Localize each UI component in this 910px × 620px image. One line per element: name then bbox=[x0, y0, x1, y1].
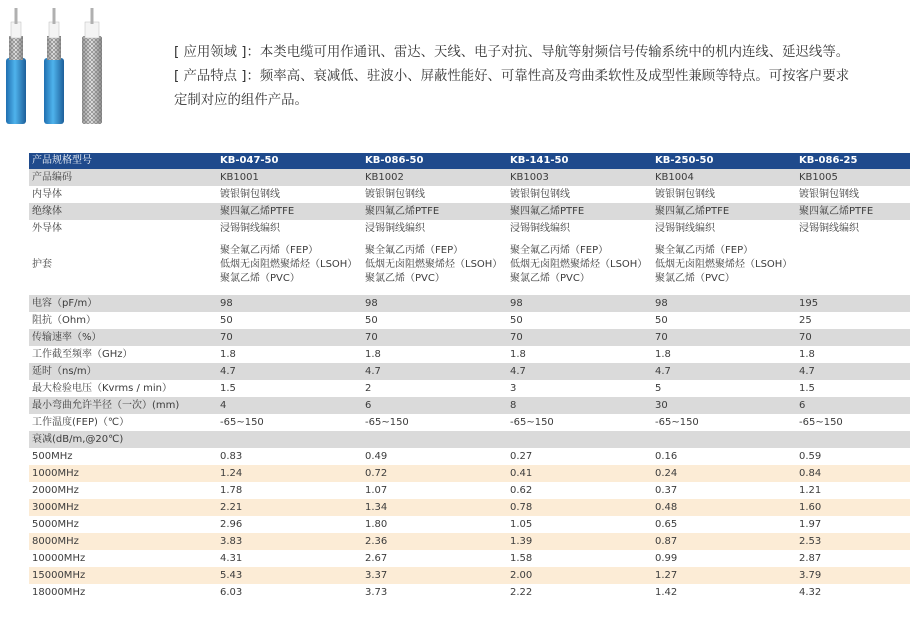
row-value: 70 bbox=[362, 329, 507, 346]
attenuation-row bbox=[29, 567, 910, 584]
row-label: 外导体 bbox=[29, 220, 217, 237]
row-value: 50 bbox=[362, 312, 507, 329]
row-value: KB1002 bbox=[362, 169, 507, 186]
spec-table bbox=[29, 153, 910, 601]
row-value: 浸锡铜线编织 bbox=[217, 220, 362, 237]
frequency-label: 10000MHz bbox=[29, 550, 217, 567]
attenuation-value: 3.73 bbox=[362, 584, 507, 601]
attenuation-value: 2.87 bbox=[796, 550, 910, 567]
row-value: 1.5 bbox=[217, 380, 362, 397]
frequency-label: 18000MHz bbox=[29, 584, 217, 601]
attenuation-value: 5.43 bbox=[217, 567, 362, 584]
row-label: 产品编码 bbox=[29, 169, 217, 186]
row-value: 4 bbox=[217, 397, 362, 414]
attenuation-row bbox=[29, 448, 910, 465]
attenuation-row bbox=[29, 533, 910, 550]
attenuation-value: 1.39 bbox=[507, 533, 652, 550]
table-row bbox=[29, 203, 910, 220]
jacket-material-line: 低烟无卤阻燃聚烯烃（LSOH） bbox=[655, 259, 793, 270]
row-label: 工作截至频率（GHz） bbox=[29, 346, 217, 363]
row-value: 50 bbox=[507, 312, 652, 329]
row-value: 195 bbox=[796, 295, 910, 312]
attenuation-value: 1.58 bbox=[507, 550, 652, 567]
attenuation-value: 0.99 bbox=[652, 550, 796, 567]
frequency-label: 2000MHz bbox=[29, 482, 217, 499]
row-value: -65~150 bbox=[217, 414, 362, 431]
spec-table-body bbox=[29, 153, 910, 601]
row-value: 4.7 bbox=[217, 363, 362, 380]
attenuation-label: 衰减(dB/m,@20℃) bbox=[29, 431, 217, 448]
row-value: 98 bbox=[362, 295, 507, 312]
row-value: 6 bbox=[796, 397, 910, 414]
row-value: 50 bbox=[217, 312, 362, 329]
empty-cell bbox=[362, 431, 507, 448]
features-tag: [ 产品特点 ] bbox=[174, 69, 247, 84]
row-label: 护套 bbox=[29, 237, 217, 293]
attenuation-value: 1.78 bbox=[217, 482, 362, 499]
attenuation-header-row bbox=[29, 431, 910, 448]
attenuation-value: 2.96 bbox=[217, 516, 362, 533]
row-value: 1.8 bbox=[652, 346, 796, 363]
attenuation-value: 3.79 bbox=[796, 567, 910, 584]
attenuation-value: 0.87 bbox=[652, 533, 796, 550]
attenuation-value: 2.53 bbox=[796, 533, 910, 550]
row-label: 最小弯曲允许半径（一次）(mm) bbox=[29, 397, 217, 414]
jacket-materials bbox=[507, 237, 652, 293]
jacket-material-line: 低烟无卤阻燃聚烯烃（LSOH） bbox=[510, 259, 648, 270]
jacket-materials bbox=[217, 237, 362, 293]
attenuation-value: 0.48 bbox=[652, 499, 796, 516]
cable-3 bbox=[82, 8, 102, 124]
row-value: 镀银铜包钢线 bbox=[796, 186, 910, 203]
attenuation-value: 3.37 bbox=[362, 567, 507, 584]
row-value: 70 bbox=[217, 329, 362, 346]
table-row bbox=[29, 169, 910, 186]
attenuation-value: 6.03 bbox=[217, 584, 362, 601]
attenuation-value: 0.27 bbox=[507, 448, 652, 465]
row-value: 4.7 bbox=[507, 363, 652, 380]
row-value: 浸锡铜线编织 bbox=[796, 220, 910, 237]
row-value: 70 bbox=[796, 329, 910, 346]
attenuation-value: 2.21 bbox=[217, 499, 362, 516]
jacket-materials bbox=[796, 237, 910, 293]
empty-cell bbox=[507, 431, 652, 448]
row-value: 浸锡铜线编织 bbox=[362, 220, 507, 237]
row-value: 98 bbox=[652, 295, 796, 312]
row-value: 98 bbox=[217, 295, 362, 312]
model-name: KB-086-25 bbox=[796, 153, 910, 169]
frequency-label: 15000MHz bbox=[29, 567, 217, 584]
attenuation-value: 1.24 bbox=[217, 465, 362, 482]
application-text: ：本类电缆可用作通讯、雷达、天线、电子对抗、导航等射频信号传输系统中的机内连线、延迟线等。 bbox=[246, 45, 850, 60]
jacket-material-line: 聚全氟乙丙烯（FEP） bbox=[510, 245, 609, 256]
frequency-label: 3000MHz bbox=[29, 499, 217, 516]
attenuation-value: 1.27 bbox=[652, 567, 796, 584]
header-label: 产品规格型号 bbox=[29, 153, 217, 169]
row-label: 内导体 bbox=[29, 186, 217, 203]
features-text: ：频率高、衰减低、驻波小、屏蔽性能好、可靠性高及弯曲柔软性及成型性兼顾等特点。可按客户要求 bbox=[246, 69, 850, 84]
table-row bbox=[29, 186, 910, 203]
table-row bbox=[29, 220, 910, 237]
attenuation-value: 1.80 bbox=[362, 516, 507, 533]
row-value: -65~150 bbox=[796, 414, 910, 431]
row-value: KB1005 bbox=[796, 169, 910, 186]
row-value: 聚四氟乙烯PTFE bbox=[217, 203, 362, 220]
row-value: 50 bbox=[652, 312, 796, 329]
frequency-label: 5000MHz bbox=[29, 516, 217, 533]
attenuation-row bbox=[29, 584, 910, 601]
row-value: 1.8 bbox=[507, 346, 652, 363]
features-line bbox=[174, 65, 910, 89]
jacket-material-line: 聚氯乙烯（PVC） bbox=[365, 273, 445, 284]
jacket-material-line: 聚氯乙烯（PVC） bbox=[220, 273, 300, 284]
jacket-materials bbox=[362, 237, 507, 293]
row-value: 1.5 bbox=[796, 380, 910, 397]
row-value: 98 bbox=[507, 295, 652, 312]
intro-text bbox=[174, 41, 910, 113]
attenuation-value: 0.16 bbox=[652, 448, 796, 465]
table-row bbox=[29, 397, 910, 414]
row-value: 聚四氟乙烯PTFE bbox=[796, 203, 910, 220]
attenuation-row bbox=[29, 465, 910, 482]
table-row bbox=[29, 380, 910, 397]
table-row bbox=[29, 295, 910, 312]
row-value: 4.7 bbox=[362, 363, 507, 380]
row-value: -65~150 bbox=[507, 414, 652, 431]
row-value: 4.7 bbox=[796, 363, 910, 380]
row-value: 1.8 bbox=[217, 346, 362, 363]
row-value: 1.8 bbox=[796, 346, 910, 363]
row-value: 70 bbox=[652, 329, 796, 346]
row-label: 绝缘体 bbox=[29, 203, 217, 220]
row-value: 浸锡铜线编织 bbox=[652, 220, 796, 237]
attenuation-value: 1.60 bbox=[796, 499, 910, 516]
row-value: 聚四氟乙烯PTFE bbox=[362, 203, 507, 220]
row-value: KB1003 bbox=[507, 169, 652, 186]
empty-cell bbox=[652, 431, 796, 448]
attenuation-value: 1.42 bbox=[652, 584, 796, 601]
attenuation-value: 0.62 bbox=[507, 482, 652, 499]
row-label: 传输速率（%） bbox=[29, 329, 217, 346]
empty-cell bbox=[217, 431, 362, 448]
frequency-label: 1000MHz bbox=[29, 465, 217, 482]
attenuation-value: 0.72 bbox=[362, 465, 507, 482]
table-row bbox=[29, 312, 910, 329]
row-value: 浸锡铜线编织 bbox=[507, 220, 652, 237]
application-tag: [ 应用领域 ] bbox=[174, 45, 247, 60]
row-value: 6 bbox=[362, 397, 507, 414]
attenuation-value: 0.24 bbox=[652, 465, 796, 482]
empty-cell bbox=[796, 431, 910, 448]
table-row bbox=[29, 329, 910, 346]
attenuation-value: 3.83 bbox=[217, 533, 362, 550]
table-row bbox=[29, 414, 910, 431]
jacket-material-line: 聚氯乙烯（PVC） bbox=[510, 273, 590, 284]
features-line-2 bbox=[174, 89, 910, 113]
jacket-material-line: 聚全氟乙丙烯（FEP） bbox=[365, 245, 464, 256]
row-value: 30 bbox=[652, 397, 796, 414]
features-text-continued: 定制对应的组件产品。 bbox=[174, 93, 308, 108]
jacket-material-line: 低烟无卤阻燃聚烯烃（LSOH） bbox=[220, 259, 358, 270]
row-value: 8 bbox=[507, 397, 652, 414]
table-row bbox=[29, 346, 910, 363]
row-value: 聚四氟乙烯PTFE bbox=[652, 203, 796, 220]
frequency-label: 8000MHz bbox=[29, 533, 217, 550]
frequency-label: 500MHz bbox=[29, 448, 217, 465]
attenuation-value: 0.65 bbox=[652, 516, 796, 533]
row-value: 2 bbox=[362, 380, 507, 397]
attenuation-row bbox=[29, 499, 910, 516]
row-value: 5 bbox=[652, 380, 796, 397]
jacket-material-line: 聚氯乙烯（PVC） bbox=[655, 273, 735, 284]
attenuation-value: 0.41 bbox=[507, 465, 652, 482]
attenuation-value: 1.34 bbox=[362, 499, 507, 516]
cable-2 bbox=[44, 8, 64, 124]
attenuation-value: 2.00 bbox=[507, 567, 652, 584]
attenuation-value: 4.31 bbox=[217, 550, 362, 567]
row-value: -65~150 bbox=[362, 414, 507, 431]
application-line bbox=[174, 41, 910, 65]
attenuation-value: 2.36 bbox=[362, 533, 507, 550]
row-label: 电容（pF/m） bbox=[29, 295, 217, 312]
attenuation-value: 0.49 bbox=[362, 448, 507, 465]
attenuation-value: 1.21 bbox=[796, 482, 910, 499]
attenuation-value: 0.84 bbox=[796, 465, 910, 482]
row-value: KB1004 bbox=[652, 169, 796, 186]
attenuation-value: 2.22 bbox=[507, 584, 652, 601]
row-label: 阻抗（Ohm） bbox=[29, 312, 217, 329]
jacket-material-line: 聚全氟乙丙烯（FEP） bbox=[220, 245, 319, 256]
row-value: 70 bbox=[507, 329, 652, 346]
attenuation-value: 1.05 bbox=[507, 516, 652, 533]
model-name: KB-047-50 bbox=[217, 153, 362, 169]
row-value: KB1001 bbox=[217, 169, 362, 186]
row-value: 镀银铜包钢线 bbox=[217, 186, 362, 203]
jacket-materials bbox=[652, 237, 796, 293]
attenuation-value: 1.07 bbox=[362, 482, 507, 499]
row-label: 延时（ns/m） bbox=[29, 363, 217, 380]
row-value: 1.8 bbox=[362, 346, 507, 363]
table-row bbox=[29, 363, 910, 380]
attenuation-value: 0.78 bbox=[507, 499, 652, 516]
attenuation-value: 2.67 bbox=[362, 550, 507, 567]
row-value: 聚四氟乙烯PTFE bbox=[507, 203, 652, 220]
row-value: 镀银铜包钢线 bbox=[507, 186, 652, 203]
row-value: 镀银铜包钢线 bbox=[362, 186, 507, 203]
row-label: 最大检验电压（Kvrms / min） bbox=[29, 380, 217, 397]
attenuation-row bbox=[29, 482, 910, 499]
row-value: 25 bbox=[796, 312, 910, 329]
jacket-material-line: 低烟无卤阻燃聚烯烃（LSOH） bbox=[365, 259, 503, 270]
attenuation-value: 1.97 bbox=[796, 516, 910, 533]
cable-product-image bbox=[0, 0, 110, 130]
jacket-material-line: 聚全氟乙丙烯（FEP） bbox=[655, 245, 754, 256]
row-value: 4.7 bbox=[652, 363, 796, 380]
attenuation-row bbox=[29, 516, 910, 533]
cable-1 bbox=[6, 8, 26, 124]
attenuation-value: 4.32 bbox=[796, 584, 910, 601]
row-label: 工作温度(FEP)（℃） bbox=[29, 414, 217, 431]
attenuation-value: 0.83 bbox=[217, 448, 362, 465]
attenuation-row bbox=[29, 550, 910, 567]
row-value: -65~150 bbox=[652, 414, 796, 431]
row-value: 镀银铜包钢线 bbox=[652, 186, 796, 203]
table-header-row bbox=[29, 153, 910, 169]
jacket-row bbox=[29, 237, 910, 293]
model-name: KB-250-50 bbox=[652, 153, 796, 169]
row-value: 3 bbox=[507, 380, 652, 397]
model-name: KB-141-50 bbox=[507, 153, 652, 169]
attenuation-value: 0.59 bbox=[796, 448, 910, 465]
model-name: KB-086-50 bbox=[362, 153, 507, 169]
attenuation-value: 0.37 bbox=[652, 482, 796, 499]
